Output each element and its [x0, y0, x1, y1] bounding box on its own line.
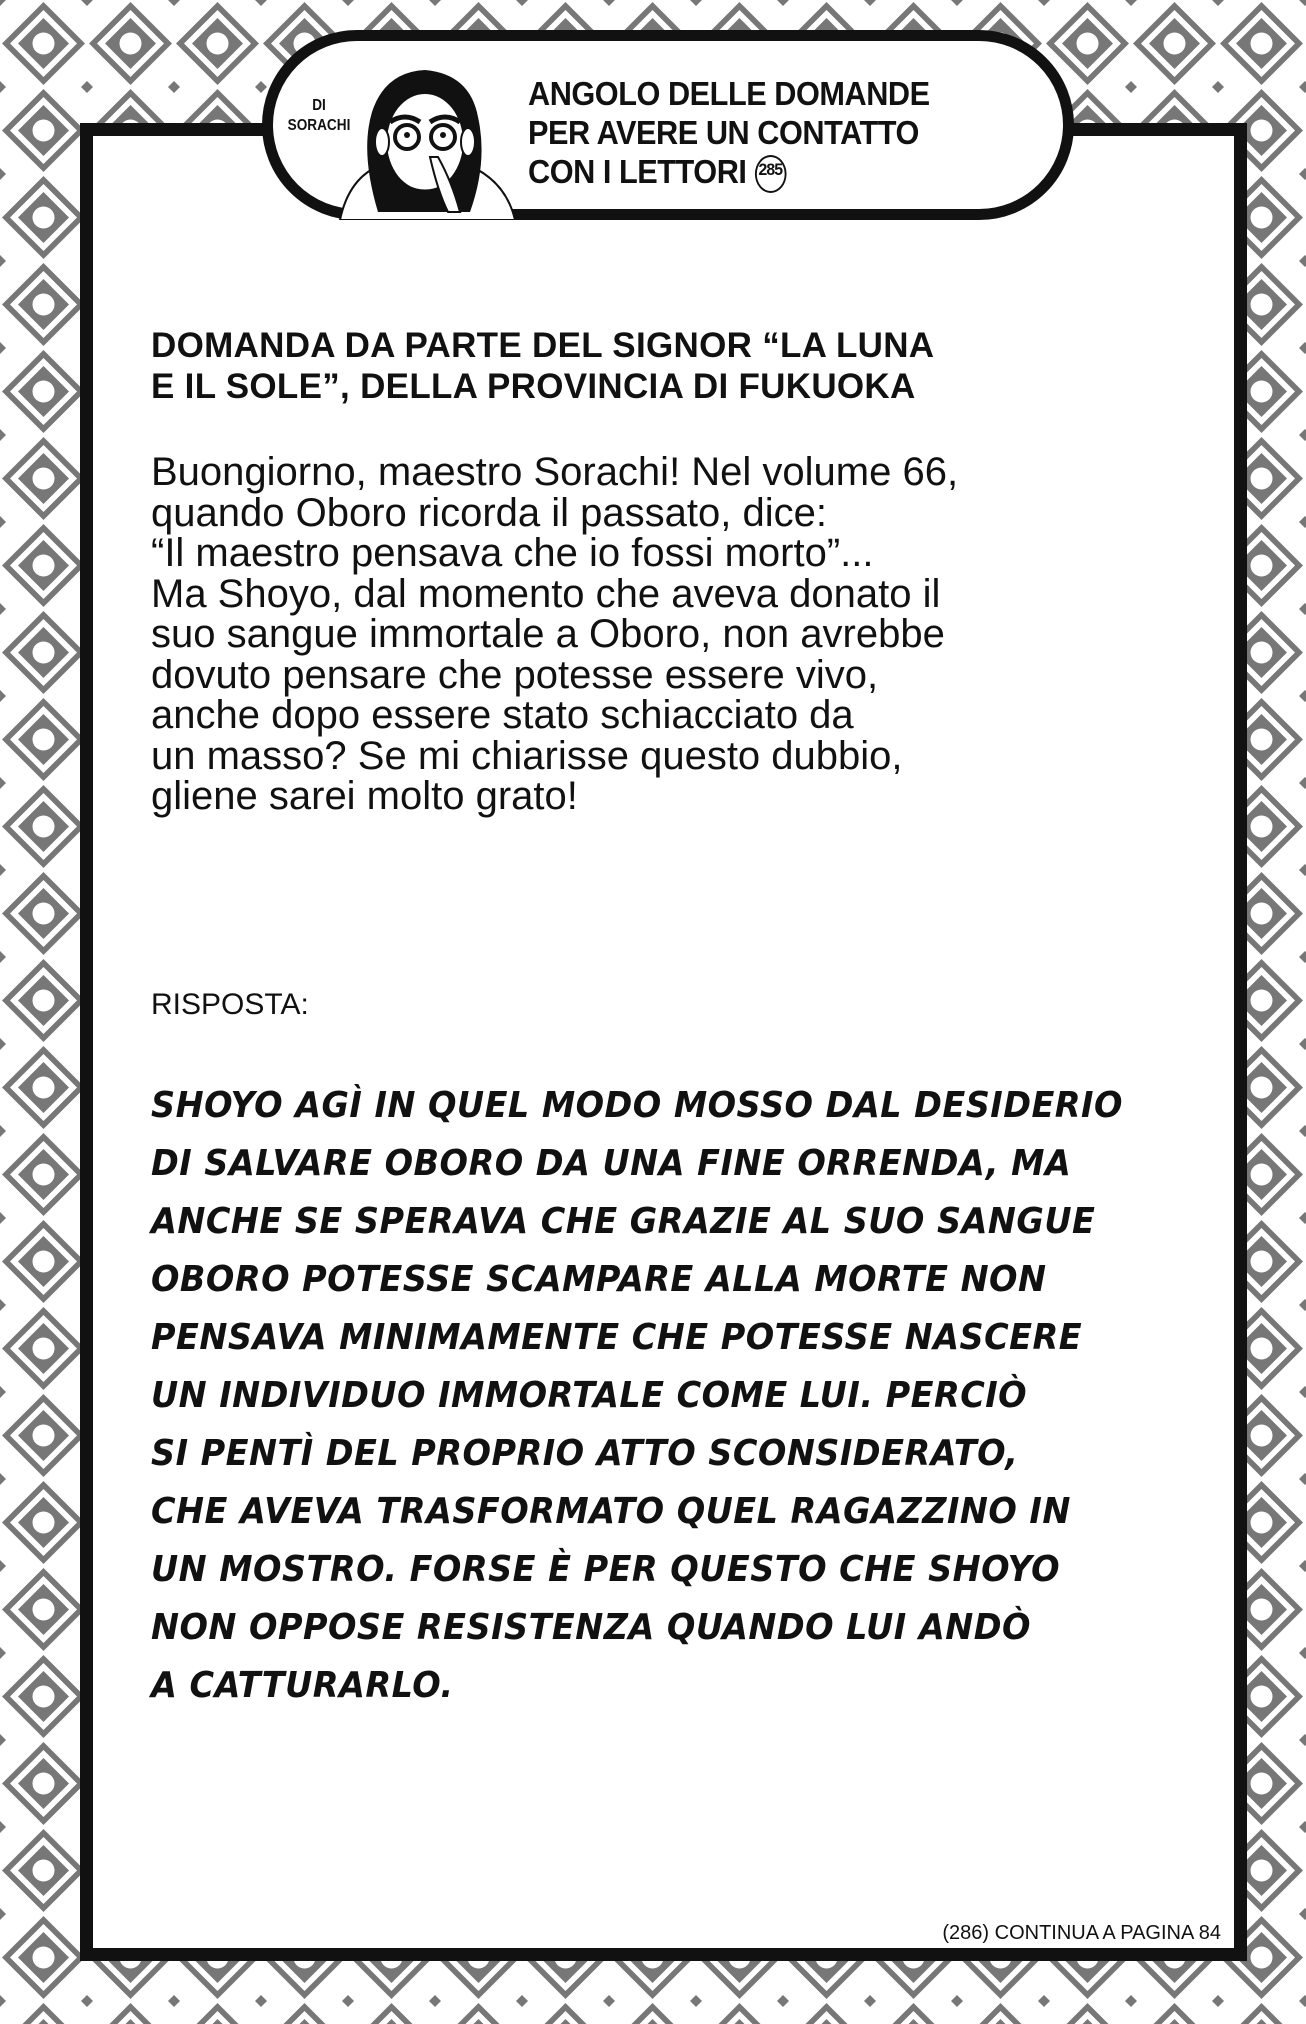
answer-body	[151, 1077, 1123, 1715]
question-line: anche dopo essere stato schiacciato da	[151, 693, 854, 737]
page-title	[528, 74, 930, 193]
answer-line: OBORO POTESSE SCAMPARE ALLA MORTE NON	[151, 1259, 1047, 1300]
title-line: PER AVERE UN CONTATTO	[528, 114, 919, 151]
episode-number-badge: 285	[755, 155, 787, 193]
byline-line: DI	[312, 97, 326, 114]
answer-line: PENSAVA MINIMAMENTE CHE POTESSE NASCERE	[151, 1317, 1083, 1358]
question-line: quando Oboro ricorda il passato, dice:	[151, 490, 827, 535]
byline-line: SORACHI	[287, 117, 351, 134]
title-line	[528, 152, 930, 193]
heading-line: E IL SOLE”, DELLA PROVINCIA DI FUKUOKA	[151, 367, 916, 406]
question-line: Ma Shoyo, dal momento che aveva donato il	[151, 571, 941, 616]
answer-line: A CATTURARLO.	[151, 1665, 454, 1706]
answer-line: UN MOSTRO. FORSE È PER QUESTO CHE SHOYO	[151, 1549, 1061, 1590]
question-line: dovuto pensare che potesse essere vivo,	[151, 652, 879, 697]
answer-line: CHE AVEVA TRASFORMATO QUEL RAGAZZINO IN	[151, 1491, 1071, 1532]
question-line: un masso? Se mi chiarisse questo dubbio,	[151, 733, 903, 778]
question-body	[151, 452, 958, 817]
answer-line: UN INDIVIDUO IMMORTALE COME LUI. PERCIÒ	[151, 1375, 1028, 1416]
answer-line: NON OPPOSE RESISTENZA QUANDO LUI ANDÒ	[151, 1607, 1031, 1648]
answer-label: RISPOSTA:	[151, 988, 309, 1021]
answer-line: SI PENTÌ DEL PROPRIO ATTO SCONSIDERATO,	[151, 1433, 1019, 1474]
title-line: ANGOLO DELLE DOMANDE	[528, 75, 930, 112]
question-line: Buongiorno, maestro Sorachi! Nel volume 66,	[151, 450, 959, 494]
author-caricature-icon	[330, 62, 520, 220]
question-heading	[151, 325, 934, 407]
question-line: “Il maestro pensava che io fossi morto”...	[151, 531, 874, 575]
heading-line: DOMANDA DA PARTE DEL SIGNOR “LA LUNA	[151, 326, 935, 365]
title-line-text: CON I LETTORI	[528, 153, 747, 190]
question-line: suo sangue immortale a Oboro, non avrebbe	[151, 612, 945, 656]
continued-note: (286) CONTINUA A PAGINA 84	[942, 1922, 1221, 1944]
answer-line: SHOYO AGÌ IN QUEL MODO MOSSO DAL DESIDERIO	[151, 1085, 1123, 1126]
answer-line: ANCHE SE SPERAVA CHE GRAZIE AL SUO SANGUE	[151, 1201, 1096, 1242]
question-line: gliene sarei molto grato!	[151, 774, 578, 818]
answer-line: DI SALVARE OBORO DA UNA FINE ORRENDA, MA	[151, 1143, 1072, 1184]
